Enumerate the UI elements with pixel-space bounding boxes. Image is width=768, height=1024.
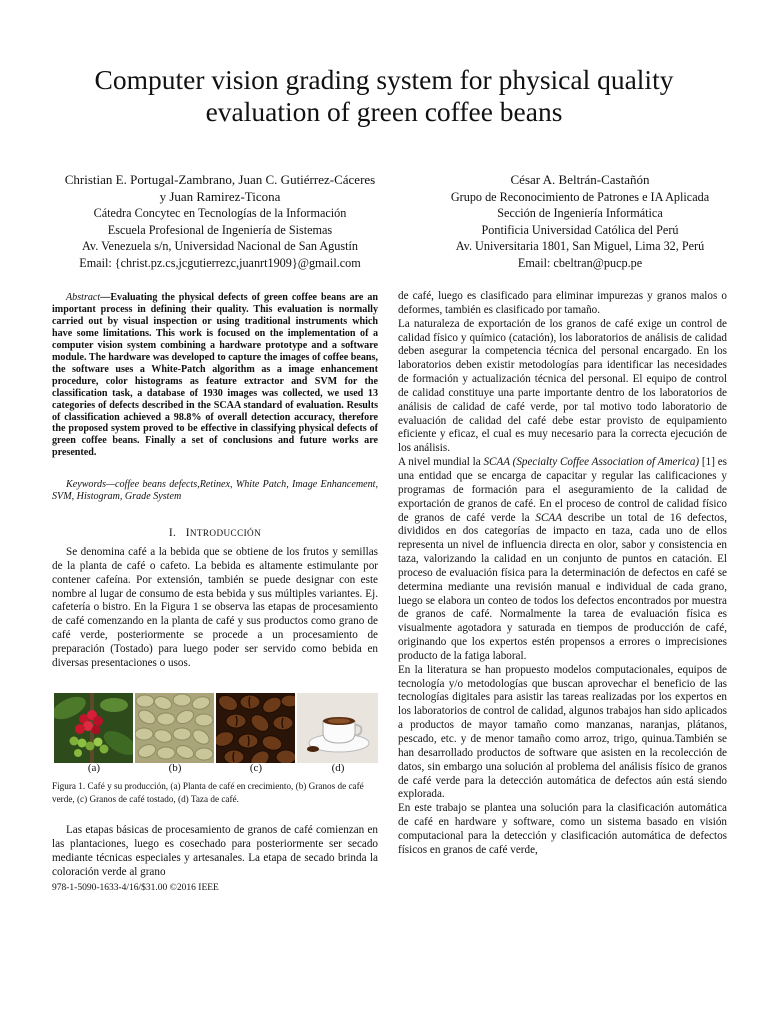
green-coffee-beans-image — [135, 693, 214, 763]
paragraph: La naturaleza de exportación de los granos de café exige un control de calidad físico y químico (catación), los laboratorios de análisis de calidad deben asegurar la competencia técnica del personal encargado. En los laboratorios deben existir metodologías para identificar las necesidades de formación y actualización técnica del personal. El equipo de control de calidad constituye una parte importante dentro de los laboratorios de análisis de calidad de café verde, por tal motivo todo laboratorio de evaluación de calidad del café debe estar provisto de equipamiento eficiente y eficaz, el cual es muy necesario para la correcta ejecución de los análisis. — [398, 317, 727, 455]
affiliation: Pontificia Universidad Católica del Perú — [481, 222, 679, 237]
copyright-footer: 978-1-5090-1633-4/16/$31.00 ©2016 IEEE — [52, 883, 219, 893]
affiliation: Escuela Profesional de Ingeniería de Sistemas — [107, 222, 333, 237]
affiliation: Sección de Ingeniería Informática — [497, 206, 663, 220]
paragraph: En la literatura se han propuesto modelos computacionales, equipos de tecnología y/o metodologías que buscan aprovechar el beneficio de las tecnologías digitales para asistir las tareas realizadas por los expertos en los laboratorios de control de calidad, algunos trabajos han sido aplicados a productos de mayor tamaño como manzanas, naranjas, plátanos, pescado, etc. y de menor tamaño como arroz, trigo, quinua.También se han desarrollado productos de software que asisten en la recolección de datos, sin embargo una solución al problema del análisis físico de granos de café verde para la detección automática de defectos aún está siendo explorada. — [398, 663, 727, 801]
figure-caption: Figura 1. Café y su producción, (a) Planta de café en crecimiento, (b) Granos de café verde, (c) Granos de café tostado, (d) Taza de café. — [52, 781, 364, 804]
keywords-label: Keywords — [66, 479, 107, 490]
abstract — [52, 292, 378, 459]
figure-label-d: (d) — [331, 762, 345, 774]
right-column — [398, 290, 727, 858]
coffee-cup-image — [297, 693, 378, 763]
author-names-2: y Juan Ramirez-Ticona — [159, 188, 281, 204]
affiliation: Av. Universitaria 1801, San Miguel, Lima 32, Perú — [455, 239, 705, 253]
author-email: Email: cbeltran@pucp.pe — [517, 255, 643, 270]
coffee-plant-image — [54, 693, 133, 763]
paragraph: En este trabajo se plantea una solución para la clasificación automática de café en hardware y software, como un sistema basado en visión computacional para la detección y clasificación automática de defectos físicos en granos de café verde, — [398, 802, 727, 856]
author-names: Christian E. Portugal-Zambrano, Juan C. Gutiérrez-Cáceres — [64, 172, 376, 187]
roasted-coffee-beans-image — [216, 693, 295, 763]
intro-paragraph-1: Se denomina café a la bebida que se obtiene de los frutos y semillas de la planta de café o cafeto. La bebida es altamente estimulante por contener cafeína. Por extensión, también se puede designar con este nombre al lugar de consumo de esta bebida y sus múltiples variantes. Ej. cafetería o bistro. En la Figura 1 se observa las etapas de procesamiento de café comenzando en la planta de café y sus productos como grano de café verde, posteriormente se procede a un procesamiento de preparación (Tostado) para luego poder ser servido como bebida en diversas presentaciones o usos. — [52, 546, 378, 669]
author-name: César A. Beltrán-Castañón — [510, 172, 650, 187]
figure-1 — [54, 693, 378, 763]
paragraph: A nivel mundial la SCAA (Specialty Coffee Association of America) [1] es una entidad que se encarga de capacitar y regular las calificaciones y programas de formación para el aseguramiento de la calidad de exportación de granos de café. En el proceso de control de calidad físico de granos de café verde la SCAA describe un total de 16 defectos, divididos en dos categorías de impacto en taza, cada uno de ellos representa un nivel de influencia directa en olor, sabor y consistencia en taza, valorizando la calidad en un conjunto de puntos en catación. El proceso de evaluación física para la determinación de defectos en café se determina mediante una revisión manual e individual de cada grano, luego se elabora un conteo de todos los defectos encontrados por muestra de granos de café. Normalmente la tarea de evaluación física es visualmente agotadora y saturada en tiempos de producción de café, originando que los expertos estén propensos a errores o imprecisiones producto de la fatiga laboral. — [398, 456, 727, 662]
figure-label-a: (a) — [87, 762, 101, 774]
authors-left — [52, 172, 388, 271]
figure-label-b: (b) — [168, 762, 182, 774]
paper-title: Computer vision grading system for physical quality evaluation of green coffee beans — [94, 64, 674, 127]
affiliation: Grupo de Reconocimiento de Patrones e IA Aplicada — [450, 189, 710, 204]
paragraph: de café, luego es clasificado para eliminar impurezas y granos malos o deformes, también es clasificado por tamaño. — [398, 290, 727, 316]
authors-right — [420, 172, 740, 271]
affiliation: Cátedra Concytec en Tecnologías de la Información — [93, 206, 347, 220]
intro-paragraph-2: Las etapas básicas de procesamiento de granos de café comienzan en las plantaciones, luego es cosechado para posteriormente ser secado mediante técnicas especiales y artesanales. La etapa de secado brinda la coloración verde al grano — [52, 824, 378, 878]
figure-label-c: (c) — [249, 762, 263, 774]
keywords-text: —coffee beans defects,Retinex, White Patch, Image Enhancement, SVM, Histogram, Grade System — [52, 479, 378, 502]
affiliation: Av. Venezuela s/n, Universidad Nacional de San Agustín — [82, 239, 358, 253]
keywords — [52, 479, 378, 503]
abstract-text: —Evaluating the physical defects of green coffee beans are an important process in defining their quality. This evaluation is normally carried out by visual inspection or using traditional instruments which have some limitations. This work is focused on the implementation of a computer vision system combining a hardware prototype and a software module. The hardware was developed to capture the images of coffee beans, the software uses a White-Patch algorithm as a image enhancement procedure, color histograms as feature extractor and SVM for the classification task, a database of 1930 images was collected, we used 13 categories of defects described in the SCAA standard of evaluation. Results of classification achieved a 98.8% of overall detection accuracy, therefore the proposed system proved to be effective in classifying physical defects of green coffee beans. Finally a set of conclusions and future works are presented. — [52, 292, 378, 459]
section-heading: I. INTRODUCCIÓN — [168, 527, 262, 539]
author-email: Email: {christ.pz.cs,jcgutierrezc,juanrt1909}@gmail.com — [79, 255, 361, 270]
abstract-label: Abstract — [66, 292, 101, 303]
